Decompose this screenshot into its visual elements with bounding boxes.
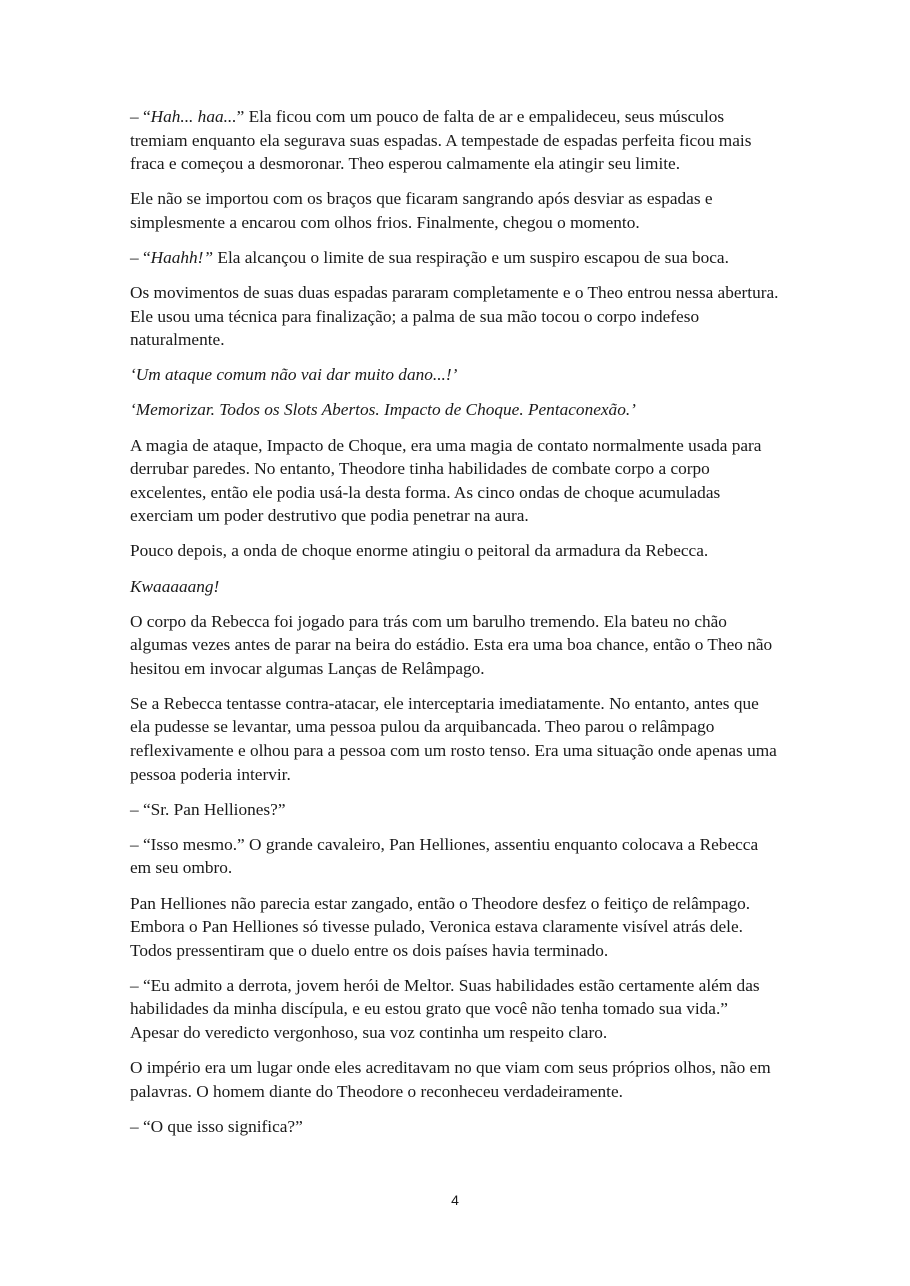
text-segment: – “Sr. Pan Helliones?” <box>130 799 286 819</box>
paragraph <box>130 1115 780 1139</box>
italic-text: Hah... haa... <box>150 107 237 126</box>
italic-text: Haahh!” <box>150 247 214 267</box>
paragraph <box>130 281 780 352</box>
page-number: 4 <box>451 1192 459 1208</box>
text-segment: A magia de ataque, Impacto de Choque, era uma magia de contato normalmente usada para derrubar paredes. No entanto, Theodore tinha habilidades de combate corpo a corpo excelentes, então ele podia usá-la desta forma. As cinco ondas de choque acumuladas exerciam um poder destrutivo que podia penetrar na aura. <box>130 435 762 526</box>
paragraph <box>130 575 780 599</box>
text-segment: Se a Rebecca tentasse contra-atacar, ele interceptaria imediatamente. No entanto, antes que ela pudesse se levantar, uma pessoa pulou da arquibancada. Theo parou o relâmpago reflexivamente e olhou para a pessoa com um rosto tenso. Era uma situação onde apenas uma pessoa poderia intervir. <box>130 693 777 784</box>
text-segment: O império era um lugar onde eles acreditavam no que viam com seus próprios olhos, não em palavras. O homem diante do Theodore o reconheceu verdadeiramente. <box>130 1058 771 1101</box>
paragraph <box>130 105 780 176</box>
text-segment: – “ <box>130 247 151 267</box>
text-segment: – “ <box>130 107 151 126</box>
text-segment: – “Isso mesmo.” O grande cavaleiro, Pan Helliones, assentiu enquanto colocava a Rebecca em seu ombro. <box>130 834 759 878</box>
text-segment: – “Eu admito a derrota, jovem herói de Meltor. Suas habilidades estão certamente além das habilidades da minha discípula, e eu estou grato que você não tenha tomado sua vida.” Apesar do veredicto vergonhoso, sua voz continha um respeito claro. <box>130 975 760 1042</box>
paragraph <box>130 398 780 422</box>
document-body <box>130 105 780 1150</box>
paragraph <box>130 539 780 563</box>
paragraph <box>130 892 780 963</box>
paragraph <box>130 246 780 270</box>
paragraph <box>130 833 780 880</box>
paragraph <box>130 363 780 387</box>
text-segment: Pouco depois, a onda de choque enorme atingiu o peitoral da armadura da Rebecca. <box>130 541 709 561</box>
italic-text: ‘Um ataque comum não vai dar muito dano...!’ <box>130 365 458 385</box>
paragraph <box>130 974 780 1045</box>
paragraph <box>130 187 780 234</box>
text-segment: ” Ela ficou com um pouco de falta de ar e empalideceu, seus músculos tremiam enquanto ela segurava suas espadas. A tempestade de espadas perfeita ficou mais fraca e começou a desmoronar. Theo esperou calmamente ela atingir seu limite. <box>130 107 752 174</box>
paragraph <box>130 798 780 822</box>
italic-text: ‘Memorizar. Todos os Slots Abertos. Impacto de Choque. Pentaconexão.’ <box>130 400 636 420</box>
text-segment: Ela alcançou o limite de sua respiração e um suspiro escapou de sua boca. <box>213 247 729 267</box>
text-segment: – “O que isso significa?” <box>130 1116 303 1136</box>
text-segment: O corpo da Rebecca foi jogado para trás com um barulho tremendo. Ela bateu no chão algumas vezes antes de parar na beira do estádio. Esta era uma boa chance, então o Theo não hesitou em invocar algumas Lanças de Relâmpago. <box>130 611 773 678</box>
text-segment: Ele não se importou com os braços que ficaram sangrando após desviar as espadas e simplesmente a encarou com olhos frios. Finalmente, chegou o momento. <box>130 189 713 232</box>
text-segment: Os movimentos de suas duas espadas pararam completamente e o Theo entrou nessa abertura. Ele usou uma técnica para finalização; a palma de sua mão tocou o corpo indefeso naturalmente. <box>130 283 779 350</box>
text-segment: Pan Helliones não parecia estar zangado, então o Theodore desfez o feitiço de relâmpago. Embora o Pan Helliones só tivesse pulado, Veronica estava claramente visível atrás dele. Todos pressentiram que o duelo entre os dois países havia terminado. <box>130 893 751 960</box>
paragraph <box>130 1056 780 1103</box>
italic-text: Kwaaaaang! <box>130 576 220 596</box>
paragraph <box>130 610 780 681</box>
paragraph <box>130 434 780 528</box>
paragraph <box>130 692 780 786</box>
